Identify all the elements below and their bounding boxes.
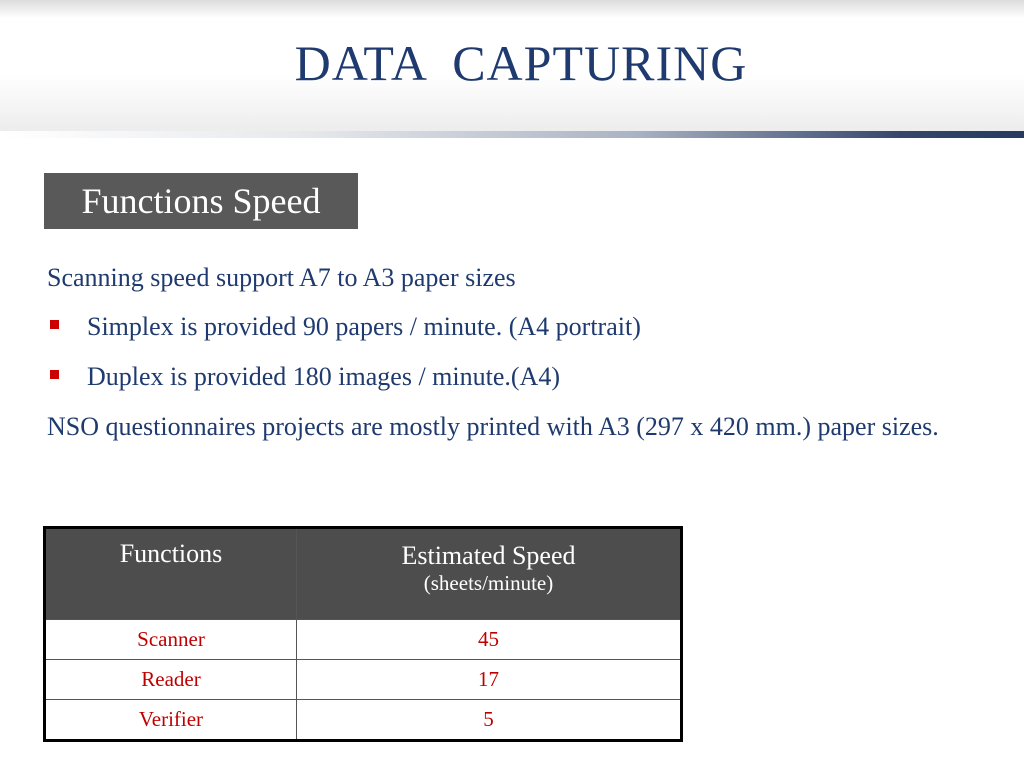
intro-paragraph: Scanning speed support A7 to A3 paper sizes	[47, 263, 516, 292]
cell-function: Reader	[45, 660, 297, 700]
header-estimated-speed	[297, 528, 682, 620]
cell-speed: 45	[297, 620, 682, 660]
cell-speed: 17	[297, 660, 682, 700]
square-bullet-icon	[50, 370, 59, 379]
bullet-text: Duplex is provided 180 images / minute.(A4)	[87, 362, 560, 391]
table-row	[45, 700, 682, 741]
slide-title: DATA CAPTURING	[294, 35, 748, 91]
header-divider	[0, 131, 1024, 138]
cell-function: Verifier	[45, 700, 297, 741]
header-speed-unit: (sheets/minute)	[423, 571, 554, 595]
note-paragraph: NSO questionnaires projects are mostly printed with A3 (297 x 420 mm.) paper sizes.	[47, 412, 939, 441]
table-header-row	[45, 528, 682, 620]
section-label: Functions Speed	[44, 173, 358, 229]
header-functions: Functions	[45, 528, 297, 620]
cell-speed: 5	[297, 700, 682, 741]
table-row	[45, 660, 682, 700]
table-row	[45, 620, 682, 660]
header-speed-label: Estimated Speed	[401, 541, 576, 570]
square-bullet-icon	[50, 320, 59, 329]
speed-table	[43, 526, 683, 742]
bullet-text: Simplex is provided 90 papers / minute. (A4 portrait)	[87, 312, 641, 341]
cell-function: Scanner	[45, 620, 297, 660]
